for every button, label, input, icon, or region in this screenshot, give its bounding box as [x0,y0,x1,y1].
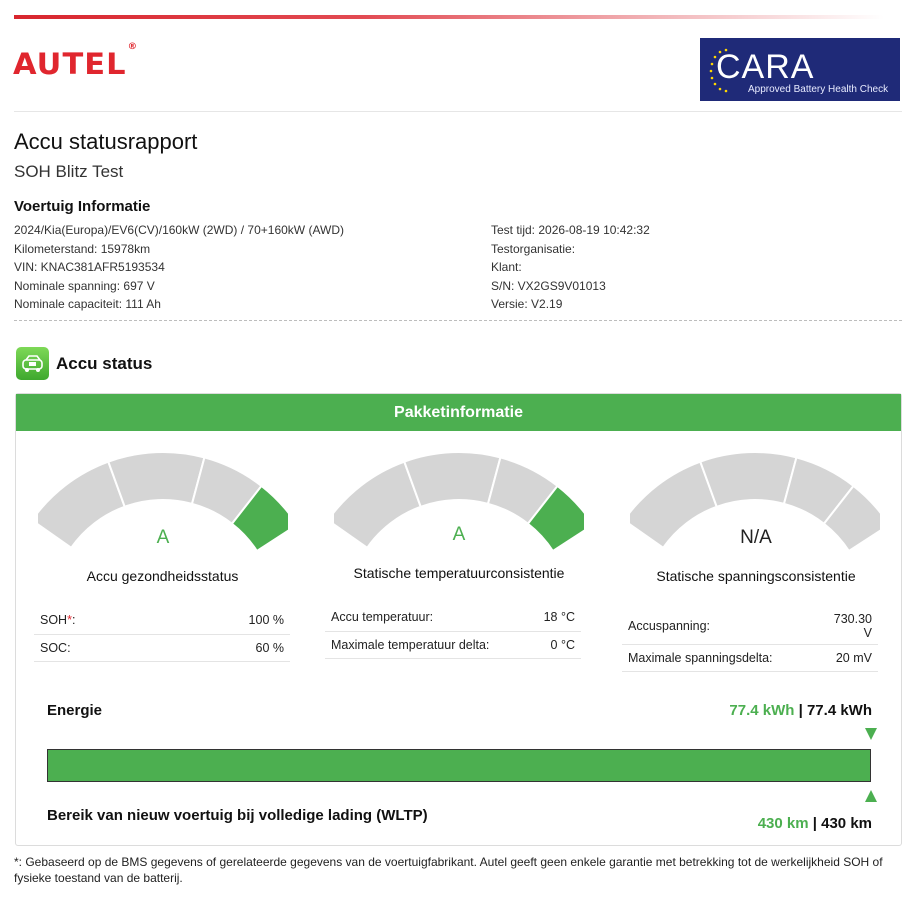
soc-value: 60 % [162,634,290,661]
range-marker-icon [865,790,877,802]
table-row [325,604,581,631]
battery-temperature-key: Accu temperatuur: [325,604,529,631]
voltage-grade: N/A [740,527,772,548]
health-table [34,606,290,662]
vehicle-vin: VIN: KNAC381AFR5193534 [14,260,165,274]
energy-label: Energie [47,702,103,719]
cara-badge [700,38,900,101]
battery-voltage-value: 730.30 V [818,608,878,644]
temperature-grade: A [452,524,466,545]
software-version: Versie: V2.19 [491,297,563,311]
table-row [622,608,878,644]
soh-key: SOH*: [34,606,162,634]
max-voltage-delta-key: Maximale spanningsdelta: [622,644,818,671]
vehicle-model: 2024/Kia(Europa)/EV6(CV)/160kW (2WD) / 70+160kW (AWD) [14,223,344,237]
header-divider [14,111,902,112]
serial-number: S/N: VX2GS9V01013 [491,278,606,293]
battery-car-icon [16,347,49,380]
range-value: 430 km | 430 km [757,815,872,832]
cara-logo-text: CARA [716,48,815,86]
temperature-table [325,604,581,659]
energy-bar-fill [48,750,870,781]
section-divider [14,320,902,321]
footnote: *: Gebaseerd op de BMS gegevens of gerelateerde gegevens van de voertuigfabrikant. Autel geeft geen enkele garantie met betrekking tot de werkelijkheid SOH of fysieke toestand van de batterij. [14,855,883,885]
vehicle-info-heading: Voertuig Informatie [14,198,151,215]
cara-subtitle: Approved Battery Health Check [748,84,889,95]
temperature-label: Statische temperatuurconsistentie [353,565,565,581]
gauge-segment [334,462,421,548]
test-organisation: Testorganisatie: [491,241,576,256]
range-label: Bereik van nieuw voertuig bij volledige lading (WLTP) [47,807,428,824]
gauge-segment [630,462,717,548]
voltage-table [622,608,878,672]
energy-marker-icon [865,728,877,740]
gauge-segment [38,462,125,548]
battery-temperature-value: 18 °C [529,604,581,631]
health-label: Accu gezondheidsstatus [86,568,239,584]
gauge-segment [108,452,204,507]
range-current: 430 km [757,815,809,832]
max-temperature-delta-key: Maximale temperatuur delta: [325,631,529,658]
table-row [34,634,290,661]
customer: Klant: [491,260,522,274]
battery-status-title: Accu status [56,354,153,373]
energy-value: 77.4 kWh | 77.4 kWh [729,702,872,719]
battery-voltage-key: Accuspanning: [622,608,818,644]
gauge-segment [700,452,796,507]
energy-bar [47,749,871,782]
autel-logo: AUTEL® [13,42,139,81]
energy-current: 77.4 kWh [729,702,795,719]
table-row [325,631,581,658]
package-info-header: Pakketinformatie [16,394,901,431]
page-subtitle: SOH Blitz Test [14,162,124,181]
soh-value: 100 % [162,606,290,634]
vehicle-nominal-capacity: Nominale capaciteit: 111 Ah [14,297,161,311]
range-total: 430 km [821,815,872,832]
page-title: Accu statusrapport [14,129,198,154]
header-accent-line [14,15,884,19]
vehicle-mileage: Kilometerstand: 15978km [14,241,151,256]
voltage-label: Statische spanningsconsistentie [656,568,856,584]
vehicle-nominal-voltage: Nominale spanning: 697 V [14,278,155,293]
table-row [622,644,878,671]
max-temperature-delta-value: 0 °C [529,631,581,658]
test-time: Test tijd: 2026-08-19 10:42:32 [491,223,650,237]
health-grade: A [156,527,170,548]
vehicle-info-right [491,221,650,314]
max-voltage-delta-value: 20 mV [818,644,878,671]
energy-total: 77.4 kWh [806,702,872,719]
table-row [34,606,290,634]
vehicle-info-left [14,221,344,314]
soc-key: SOC: [34,634,162,661]
gauge-segment [404,452,500,507]
